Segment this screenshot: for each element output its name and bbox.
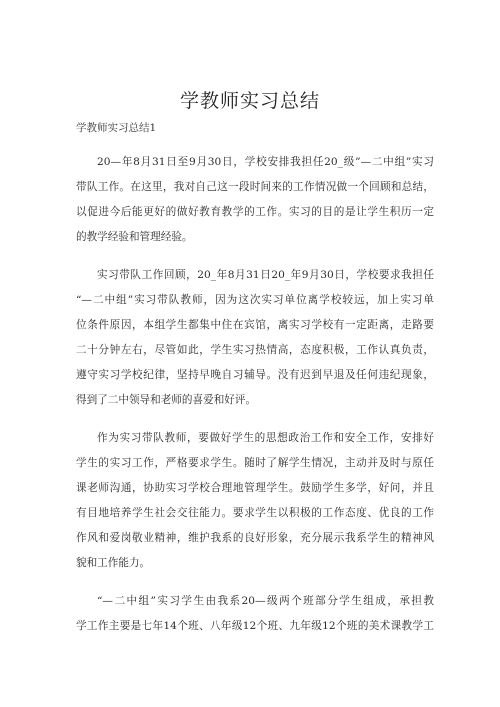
paragraph-line: 有目地培养学生社会交往能力。要求学生以积极的工作态度、优良的工作	[76, 507, 434, 519]
paragraph-line: 学生的实习工作，严格要求学生。随时了解学生情况，主动并及时与原任	[76, 457, 434, 469]
document-subtitle: 学教师实习总结1	[76, 122, 157, 134]
paragraph-4	[76, 589, 434, 639]
paragraph-line: 作风和爱岗敬业精神，维护我系的良好形象，充分展示我系学生的精神风	[76, 532, 434, 544]
paragraph-2	[76, 263, 434, 413]
paragraph-line: “—二中组”实习学生由我系20—级两个班部分学生组成，承担教	[97, 595, 434, 607]
document-title: 学教师实习总结	[179, 90, 320, 112]
paragraph-line: 20—年8月31日至9月30日，学校安排我担任20_级”—二中组”实习	[97, 156, 434, 168]
paragraph-1	[76, 150, 434, 250]
paragraph-line: 作为实习带队教师，要做好学生的思想政治工作和安全工作，安排好	[97, 432, 434, 444]
paragraph-line: 学工作主要是七年14个班、八年级12个班、九年级12个班的美术课教学工	[76, 620, 434, 632]
paragraph-line: “—二中组”实习带队教师，因为这次实习单位离学校较远，加上实习单	[76, 294, 434, 306]
paragraph-line: 带队工作。在这里，我对自己这一段时间来的工作情况做一个回顾和总结，	[76, 181, 434, 193]
paragraph-line: 以促进今后能更好的做好教育教学的工作。实习的目的是让学生积历一定	[76, 206, 434, 218]
paragraph-line: 二十分钟左右，尽管如此，学生实习热情高，态度积极，工作认真负责，	[76, 344, 434, 356]
document-body	[76, 150, 434, 652]
paragraph-line: 貌和工作能力。	[76, 557, 151, 569]
paragraph-3	[76, 426, 434, 576]
paragraph-line: 得到了二中领导和老师的喜爱和好评。	[76, 394, 257, 406]
paragraph-line: 遵守实习学校纪律，坚持早晚自习辅导。没有迟到早退及任何违纪现象，	[76, 369, 434, 381]
paragraph-line: 实习带队工作回顾，20_年8月31日20_年9月30日，学校要求我担任	[97, 269, 434, 281]
paragraph-line: 的教学经验和管理经验。	[76, 231, 193, 243]
paragraph-line: 课老师沟通，协助实习学校合理地管理学生。鼓励学生多学，好问，并且	[76, 482, 434, 494]
paragraph-line: 位条件原因，本组学生都集中住在宾馆，离实习学校有一定距离，走路要	[76, 319, 434, 331]
